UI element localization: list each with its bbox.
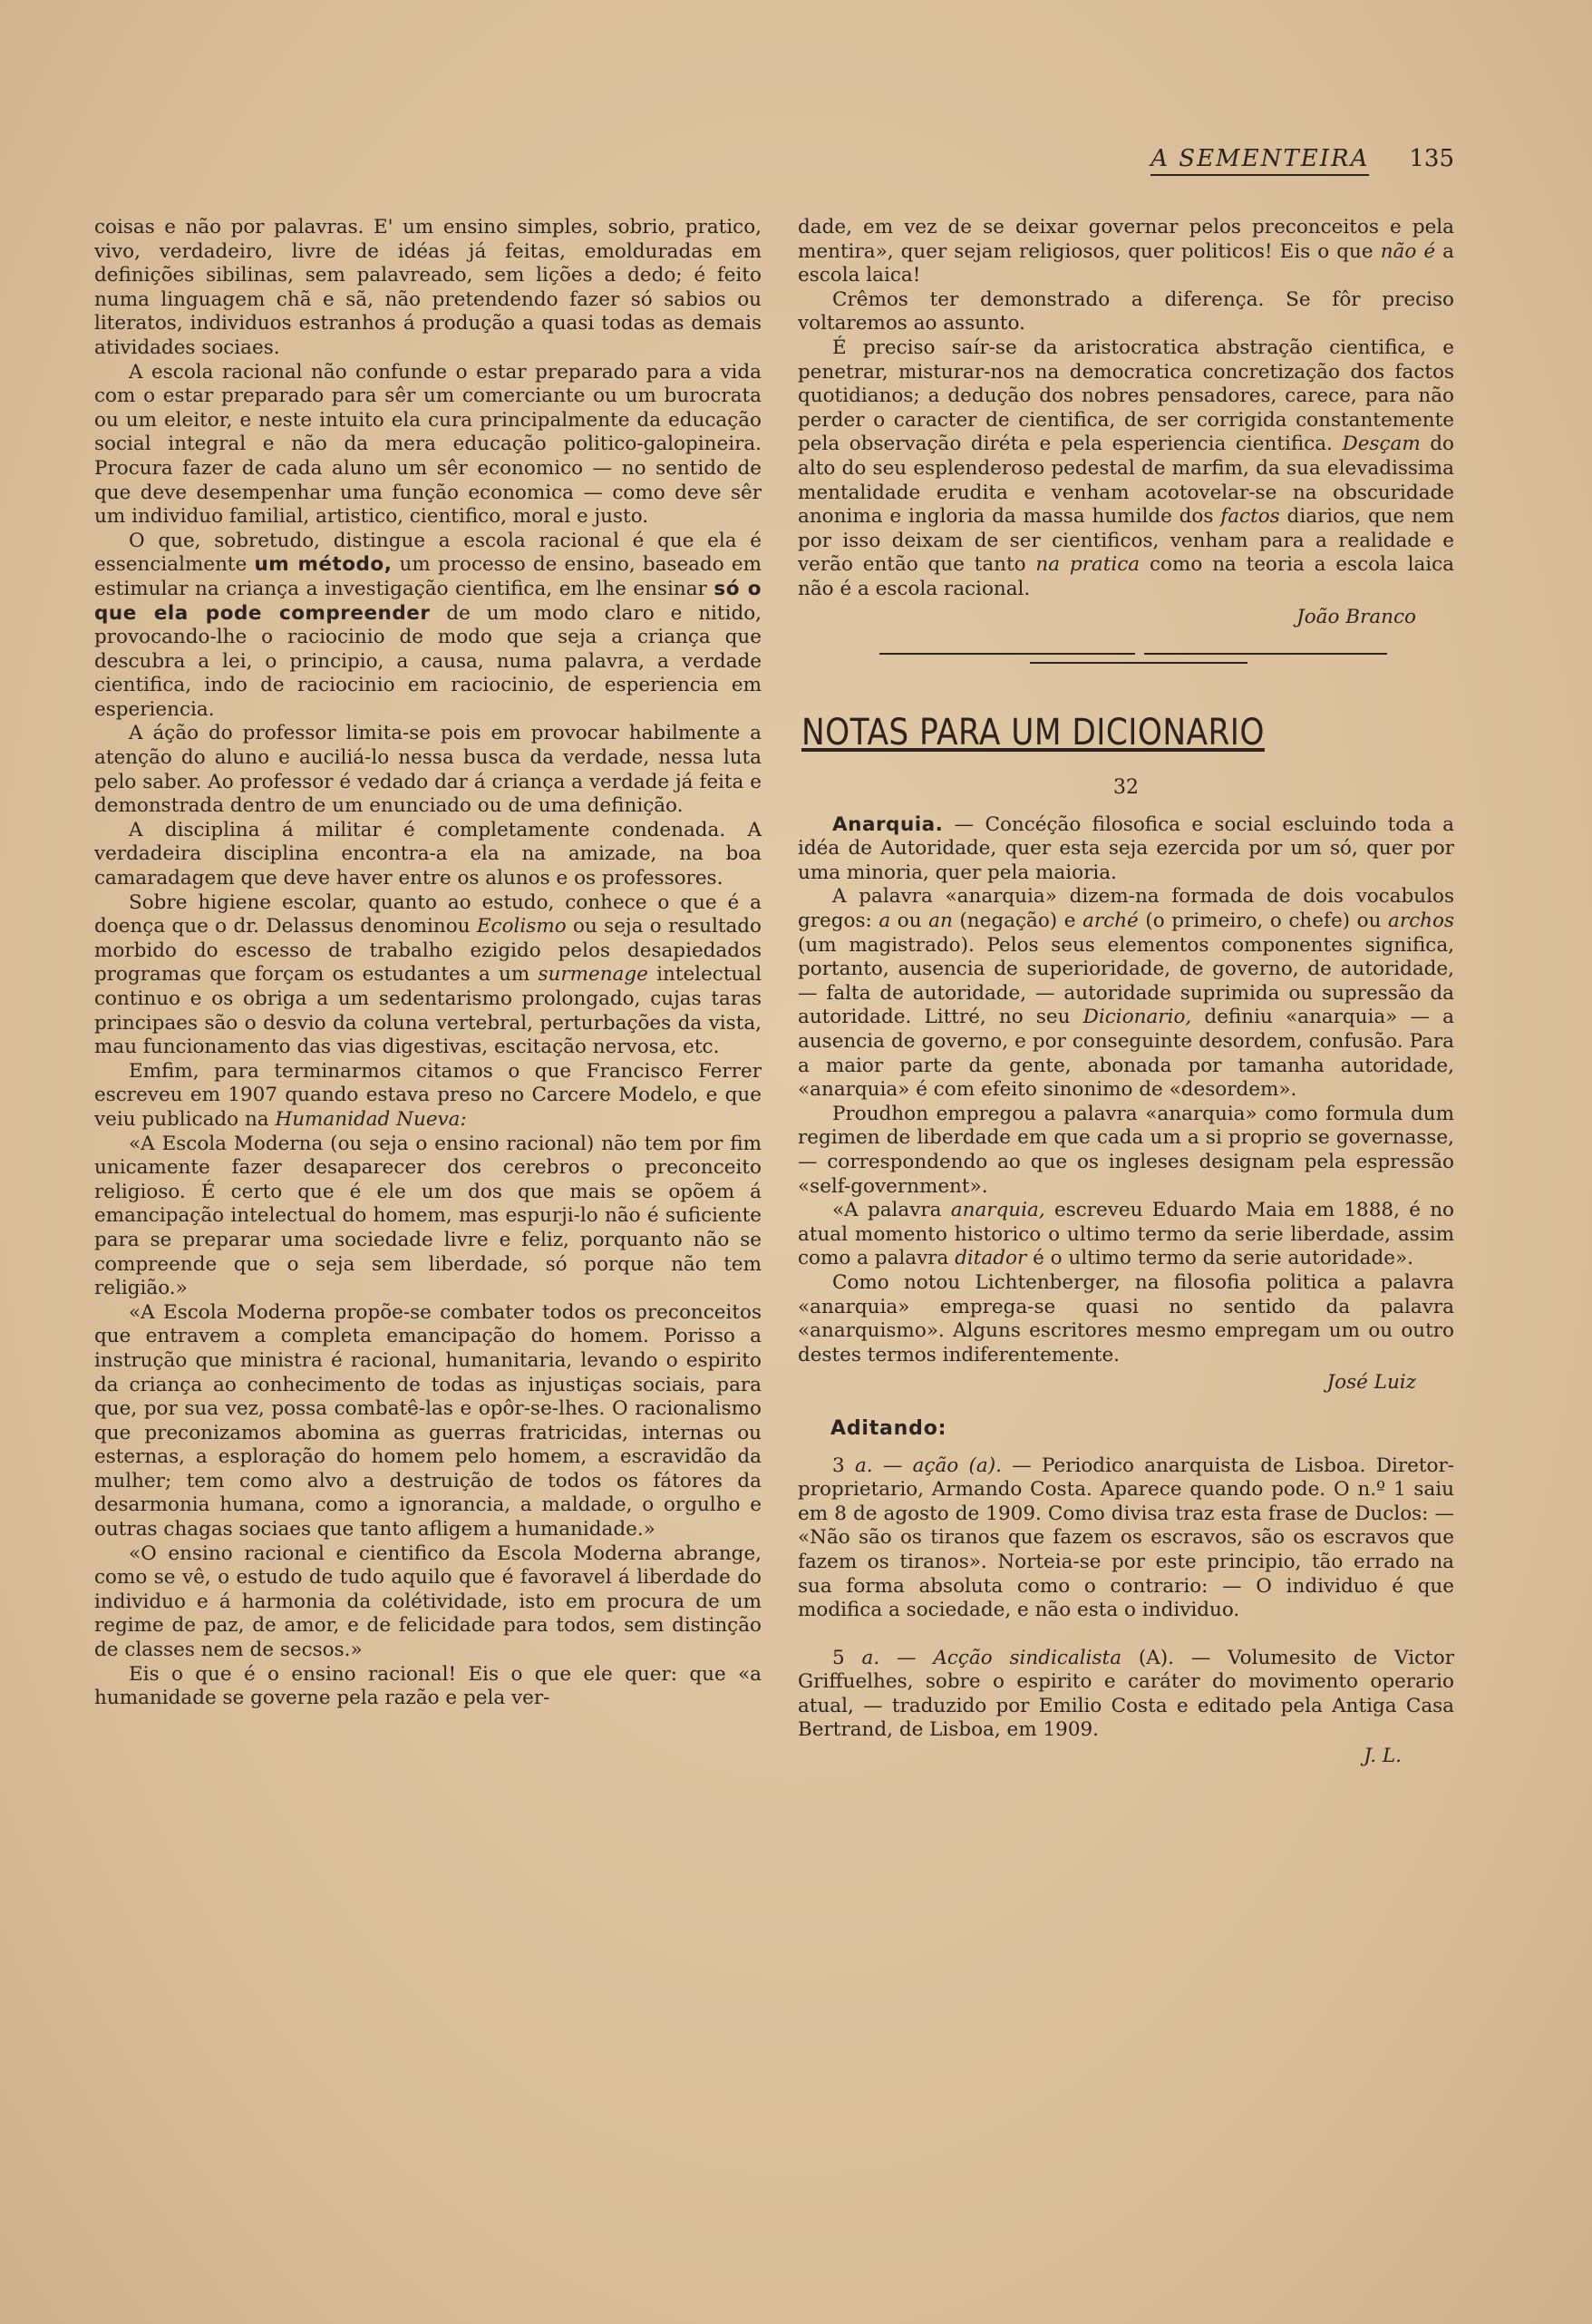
paragraph: A escola racional não confunde o estar preparado para a vida com o estar preparado para sêr um comerciante ou um burocrata ou um eleitor, e neste intuito ela cura principalmente da educação social integral e não da mera educação politico-galopineira. Procura fazer de cada aluno um sêr economico — no sentido de que deve desempenhar uma função economica — como deve sêr um individuo familial, artistico, cientifico, moral e justo. [94, 360, 762, 529]
paragraph: Proudhon empregou a palavra «anarquia» como formula dum regimen de liberdade em que cada um a si proprio se governasse, — correspondendo ao que os ingleses designam pela espressão «self-government». [798, 1102, 1454, 1198]
paragraph: «A palavra anarquia, escreveu Eduardo Maia em 1888, é no atual momento historico o ultimo termo da serie liberdade, assim como a palavra ditador é o ultimo termo da serie autoridade». [798, 1199, 1455, 1270]
separator-rule [1144, 653, 1387, 655]
paragraph: Como notou Lichtenberger, na filosofia politica a palavra «anarquia» emprega-se quasi no sentido da palavra «anarquismo». Alguns escritores mesmo empregam um ou outro destes termos indiferentemente. [798, 1270, 1454, 1366]
paragraph: Eis o que é o ensino racional! Eis o que ele quer: que «a humanidade se governe pela razão e pela ver- [94, 1662, 762, 1710]
paragraph: 3 a. — ação (a). — Periodico anarquista de Lisboa. Diretor-proprietario, Armando Costa. Aparece quando pode. O n.º 1 saiu em 8 de agosto de 1909. Como divisa traz esta frase de Duclos: — «Não são os tiranos que fazem os escravos, são os escravos que fazem os tiranos». Norteia-se por este principio, tão errado na sua forma absoluta como o contrario: — O individuo é que modifica a sociedade, e não esta o individuo. [798, 1454, 1454, 1622]
left-column [94, 216, 762, 1711]
signature-joao-branco: João Branco [1296, 605, 1416, 628]
paragraph: Sobre higiene escolar, quanto ao estudo, conhece o que é a doença que o dr. Delassus denominou Ecolismo ou seja o resultado morbido do escesso de trabalho ezigido pelos desapiedados programas que forçam os estudantes a um surmenage intelectual continuo e os obriga a um sedentarismo prolongado, cujas taras principaes são o desvio da coluna vertebral, perturbações da vista, mau funcionamento das vias digestivas, escitação nervosa, etc. [94, 890, 762, 1059]
paragraph: A áção do professor limita-se pois em provocar habilmente a atenção do aluno e auciliá-lo nessa busca da verdade, nessa luta pelo saber. Ao professor é vedado dar á criança a verdade já feita e demonstrada dentro de um enunciado ou de uma definição. [94, 722, 762, 818]
right-column [798, 216, 1454, 1769]
paragraph: 5 a. — Acção sindicalista (A). — Volumesito de Victor Griffuelhes, sobre o espirito e caráter do movimento operario atual, — traduzido por Emilio Costa e editado pela Antiga Casa Bertrand, de Lisboa, em 1909. [798, 1646, 1455, 1742]
paragraph: A palavra «anarquia» dizem-na formada de dois vocabulos gregos: a ou an (negação) e arché (o primeiro, o chefe) ou archos (um magistrado). Pelos seus elementos componentes significa, portanto, ausencia de superioridade, de governo, de autoridade, — falta de autoridade, — autoridade suprimida ou supressão da autoridade. Littré, no seu Dicionario, definiu «anarquia» — a ausencia de governo, e por conseguinte desordem, confusão. Para a maior parte da gente, abonada por tamanha autoridade, «anarquia» é com efeito sinonimo de «desordem». [798, 885, 1454, 1102]
right-column-article-end [798, 216, 1454, 602]
running-head [1150, 145, 1454, 176]
paragraph: «O ensino racional e cientifico da Escola Moderna abrange, como se vê, o estudo de tudo aquilo que é favoravel á liberdade do individuo e á harmonia da colétividade, isto em procura de um regime de paz, de amor, e de felicidade para todos, sem distinção de classes nem de secsos.» [94, 1541, 762, 1662]
addenda-list [798, 1454, 1454, 1744]
paragraph: O que, sobretudo, distingue a escola racional é que ela é essencialmente um método, um processo de ensino, baseado em estimular na criança a investigação cientifica, em lhe ensinar só o que ela pode compreender de um modo claro e nitido, provocando-lhe o raciocinio de modo que seja a criança que descubra a lei, o principio, a causa, numa palavra, a verdade cientifica, indo de raciocinio em raciocinio, de esperiencia em esperiencia. [94, 529, 762, 721]
signature-jose-luiz: José Luiz [1326, 1371, 1416, 1395]
paragraph: A disciplina á militar é completamente condenada. A verdadeira disciplina encontra-a ela na amizade, na boa camaradagem que deve haver entre os alunos e os professores. [94, 818, 762, 890]
separator-rules [798, 647, 1454, 686]
addenda-heading: Aditando: [830, 1416, 947, 1440]
separator-rule [879, 653, 1135, 655]
dictionary-notes [798, 813, 1454, 1368]
paragraph-spacer [798, 1623, 1454, 1647]
paragraph: coisas e não por palavras. E' um ensino simples, sobrio, pratico, vivo, verdadeiro, livre de idéas já feitas, emolduradas em definições sibilinas, sem palavreado, sem lições a dedo; é feito numa linguagem chã e sã, não pretendendo fazer só sabios ou literatos, individuos estranhos á produção a quasi todas as demais atividades sociaes. [94, 216, 762, 359]
section-title: NOTAS PARA UM DICIONARIO [801, 712, 1265, 754]
journal-title: A SEMENTEIRA [1150, 145, 1369, 176]
signature-jl: J. L. [1364, 1745, 1402, 1768]
paragraph: dade, em vez de se deixar governar pelos preconceitos e pela mentira», quer sejam religiosos, quer politicos! Eis o que não é a escola laica! [798, 216, 1454, 287]
paragraph: Anarquia. — Concéção filosofica e social escluindo toda a idéa de Autoridade, quer esta seja ezercida por um só, quer por uma minoria, quer pela maioria. [798, 812, 1454, 884]
paragraph: É preciso saír-se da aristocratica abstração cientifica, e penetrar, misturar-nos na democratica concretização dos factos quotidianos; a dedução dos nobres pensadores, carece, para não perder o caracter de cientifica, de ser corrigida constantemente pela observação diréta e pela esperiencia cientifica. Desçam do alto do seu esplenderoso pedestal de marfim, da sua elevadissima mentalidade erudita e venham acotovelar-se na obscuridade anonima e ingloria da massa humilde dos factos diarios, que nem por isso deixam de ser cientificos, venham para a realidade e verão então que tanto na pratica como na teoria a escola laica não é a escola racional. [798, 335, 1455, 600]
section-number: 32 [1113, 776, 1139, 800]
paragraph: «A Escola Moderna propõe-se combater todos os preconceitos que entravem a completa emancipação do homem. Porisso a instrução que ministra é racional, humanitaria, levando o espirito da criança ao conhecimento de todas as injustiças sociais, para que, por sua vez, possa combatê-las e opôr-se-lhes. O racionalismo que preconizamos abomina as guerras fratricidas, internas ou esternas, a esploração do homem pelo homem, a escravidão da mulher; tem como alvo a destruição de todos os fátores da desarmonia humana, como a ignorancia, a maldade, o orgulho e outras chagas sociaes que tanto afligem a humanidade.» [94, 1300, 762, 1541]
page-number: 135 [1409, 145, 1454, 172]
separator-rule [1030, 662, 1247, 664]
paragraph: Crêmos ter demonstrado a diferença. Se fôr preciso voltaremos ao assunto. [798, 287, 1454, 335]
paragraph: «A Escola Moderna (ou seja o ensino racional) não tem por fim unicamente fazer desaparecer dos cerebros o preconceito religioso. É certo que é ele um dos que mais se opõem á emancipação intelectual do homem, mas espurji-lo não é suficiente para se preparar uma sociedade livre e feliz, porquanto não se compreende que o seja sem liberdade, só porque não tem religião.» [94, 1132, 762, 1300]
paragraph: Emfim, para terminarmos citamos o que Francisco Ferrer escreveu em 1907 quando estava preso no Carcere Modelo, e que veiu publicado na Humanidad Nueva: [94, 1059, 762, 1131]
